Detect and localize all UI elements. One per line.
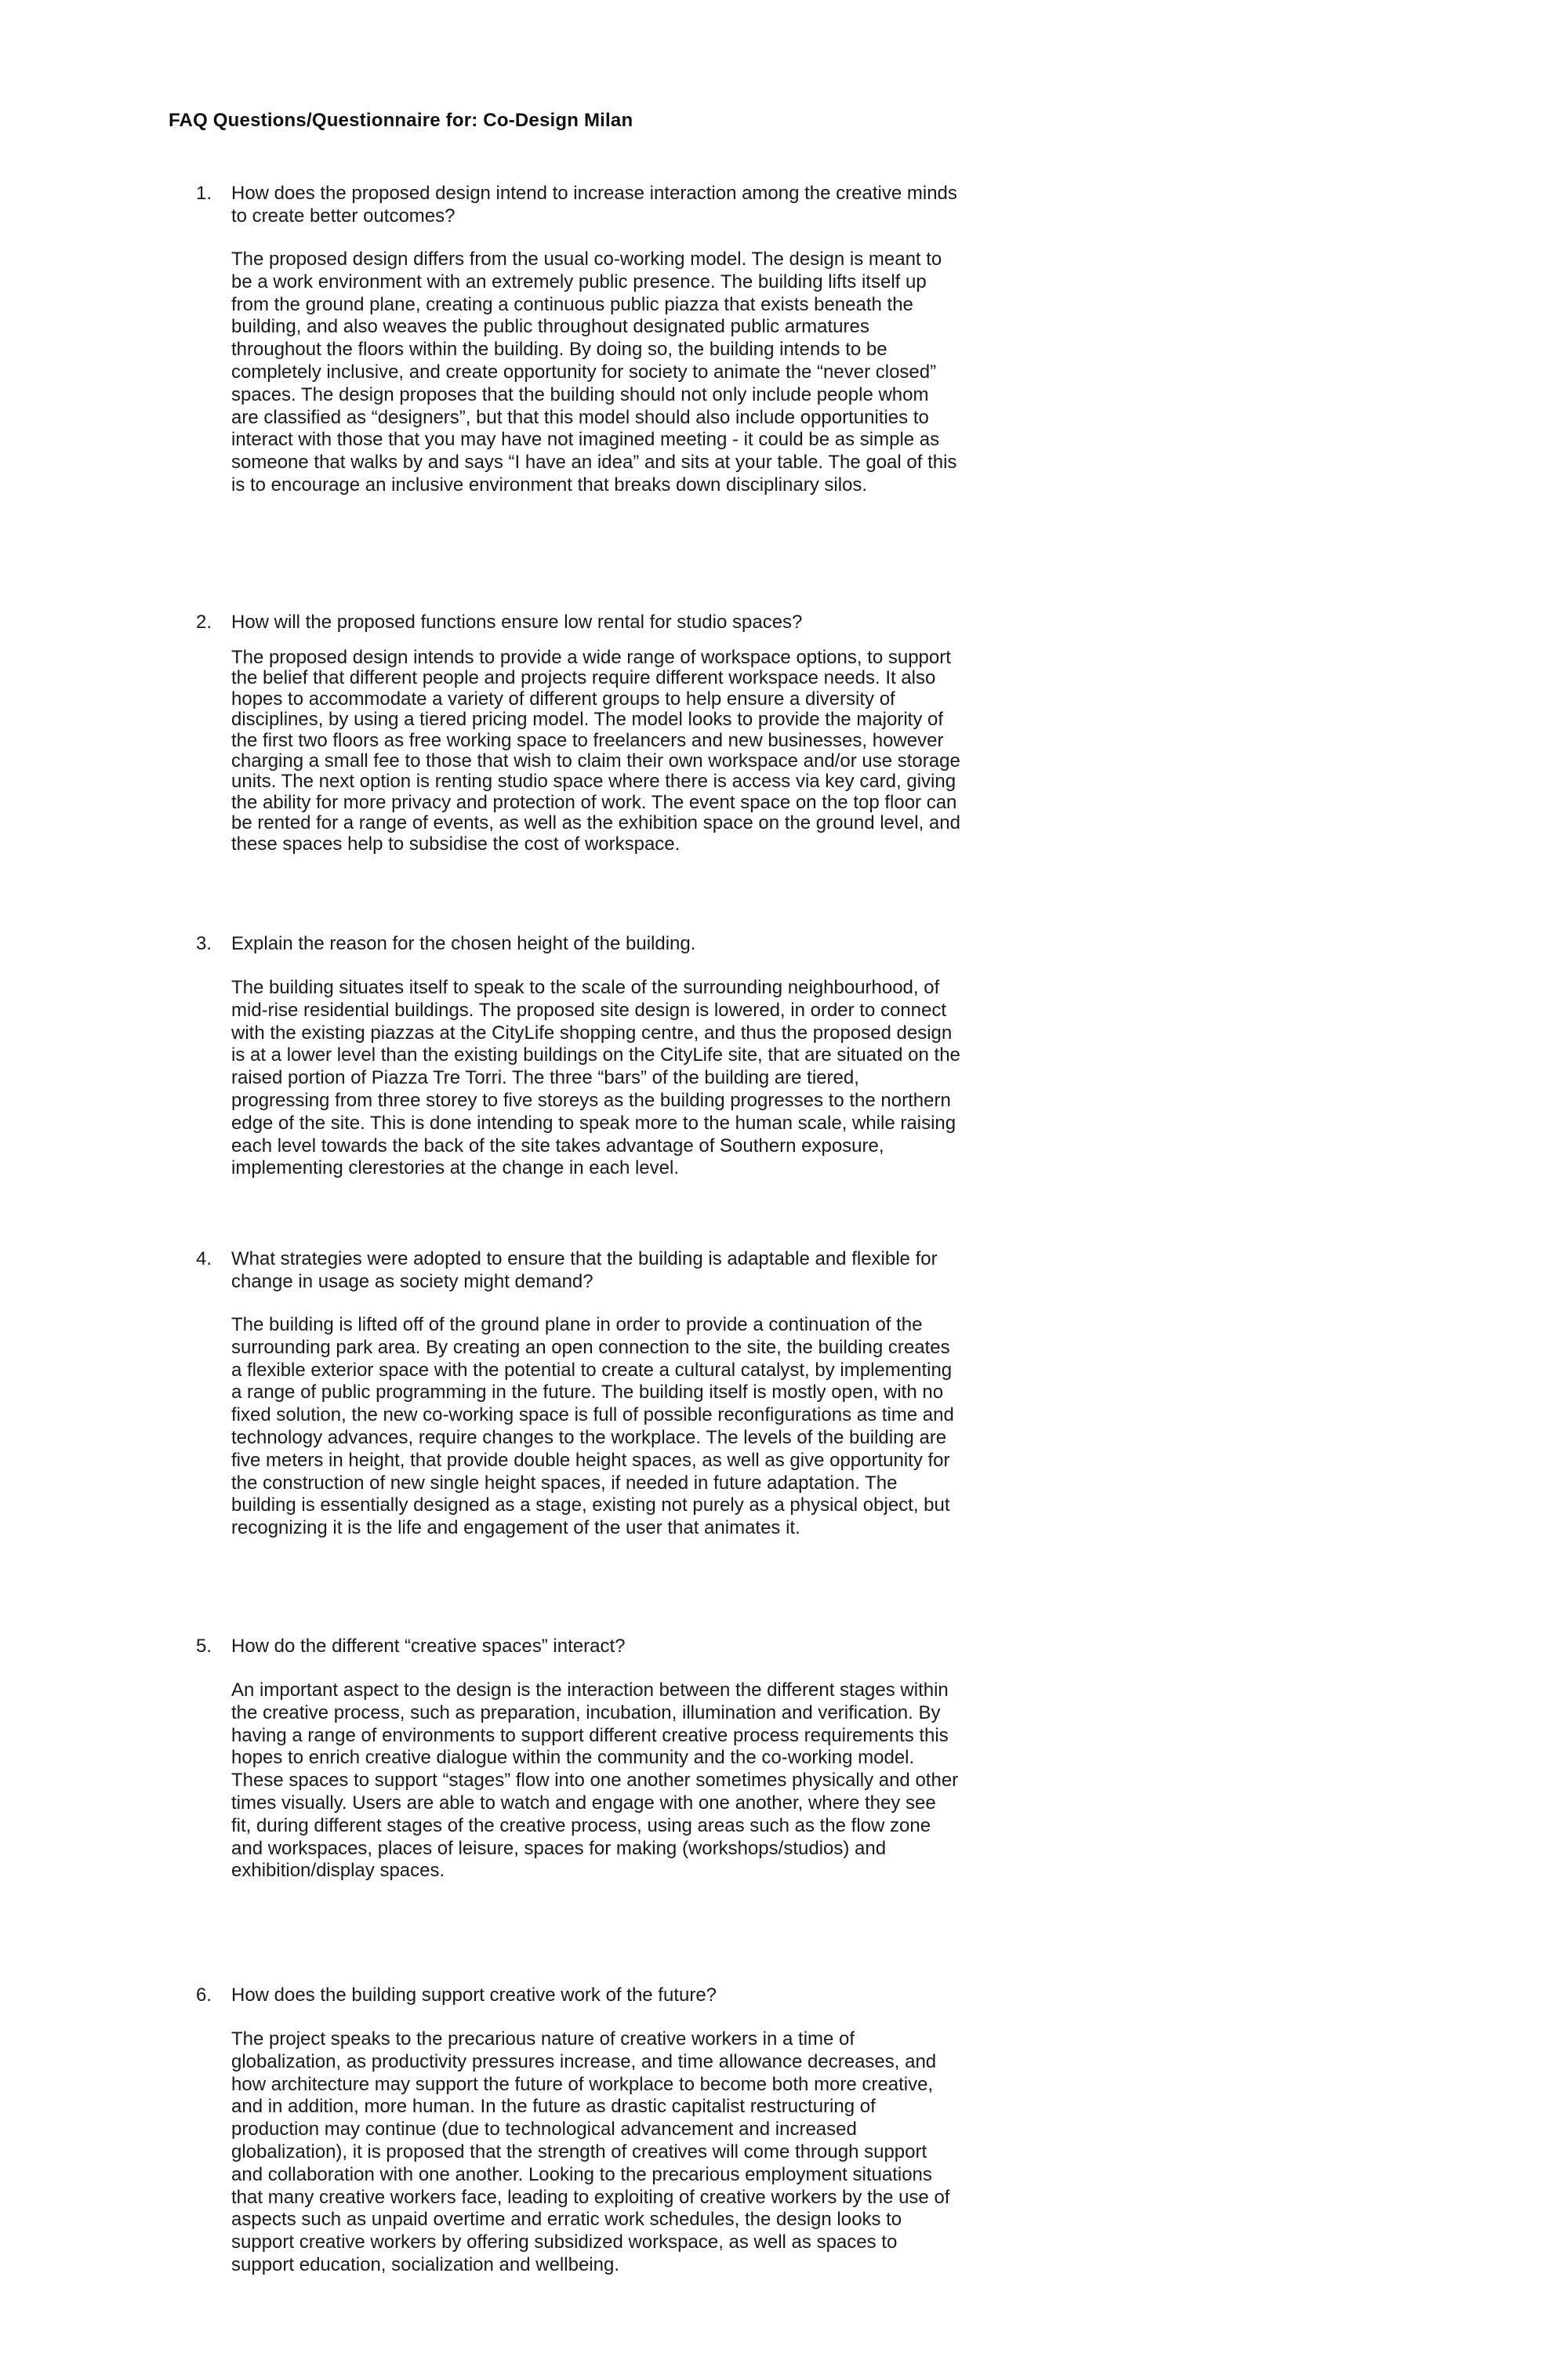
answer-text: An important aspect to the design is the interaction between the different stages within the creative process, such as preparation, incubation, illumination and verification. By having a range of environments to support different creative process requirements this hopes to enrich creative dialogue within the community and the co-working model. These spaces to support “stages” flow into one another sometimes physically and other times visually. Users are able to watch and engage with one another, where they see fit, during different stages of the creative process, using areas such as the flow zone and workspaces, places of leisure, spaces for making (workshops/studios) and exhibition/display spaces. xyxy=(231,1679,959,1882)
answer-text: The proposed design differs from the usual co-working model. The design is meant to be a work environment with an extremely public presence. The building lifts itself up from the ground plane, creating a continuous public piazza that exists beneath the building, and also weaves the public throughout designated public armatures throughout the floors within the building. By doing so, the building intends to be completely inclusive, and create opportunity for society to animate the “never closed” spaces. The design proposes that the building should not only include people whom are classified as “designers”, but that this model should also include opportunities to interact with those that you may have not imagined meeting - it could be as simple as someone that walks by and says “I have an idea” and sits at your table. The goal of this is to encourage an inclusive environment that breaks down disciplinary silos. xyxy=(231,249,957,496)
answer-text: The building is lifted off of the ground plane in order to provide a continuation of the surrounding park area. By creating an open connection to the site, the building creates a flexible exterior space with the potential to create a cultural catalyst, by implementing a range of public programming in the future. The building itself is mostly open, with no fixed solution, the new co-working space is full of possible reconfigurations as time and technology advances, require changes to the workplace. The levels of the building are five meters in height, that provide double height spaces, as well as give opportunity for the construction of new single height spaces, if needed in future adaptation. The building is essentially designed as a stage, existing not purely as a physical object, but recognizing it is the life and engagement of the user that animates it. xyxy=(231,1314,954,1539)
question-number: 2. xyxy=(196,612,212,633)
question-text: What strategies were adopted to ensure that the building is adaptable and flexible for change in usage as society might demand? xyxy=(231,1248,938,1292)
question-text: How does the building support creative work of the future? xyxy=(231,1984,717,2006)
question-text: How will the proposed functions ensure low rental for studio spaces? xyxy=(231,612,803,633)
answer-text: The proposed design intends to provide a wide range of workspace options, to support the belief that different people and projects require different workspace needs. It also hopes to accommodate a variety of different groups to help ensure a diversity of disciplines, by using a tiered pricing model. The model looks to provide the majority of the first two floors as free working space to freelancers and new businesses, however charging a small fee to those that wish to claim their own workspace and/or use storage units. The next option is renting studio space where there is access via key card, giving the ability for more privacy and protection of work. The event space on the top floor can be rented for a range of events, as well as the exhibition space on the ground level, and these spaces help to subsidise the cost of workspace. xyxy=(231,647,960,855)
answer-text: The building situates itself to speak to the scale of the surrounding neighbourhood, of mid-rise residential buildings. The proposed site design is lowered, in order to connect with the existing piazzas at the CityLife shopping centre, and thus the proposed design is at a lower level than the existing buildings on the CityLife site, that are situated on the raised portion of Piazza Tre Torri. The three “bars” of the building are tiered, progressing from three storey to five storeys as the building progresses to the northern edge of the site. This is done intending to speak more to the human scale, while raising each level towards the back of the site takes advantage of Southern exposure, implementing clerestories at the change in each level. xyxy=(231,977,960,1179)
answer-text: The project speaks to the precarious nature of creative workers in a time of globalization, as productivity pressures increase, and time allowance decreases, and how architecture may support the future of workplace to become both more creative, and in addition, more human. In the future as drastic capitalist restructuring of production may continue (due to technological advancement and increased globalization), it is proposed that the strength of creatives will come through support and collaboration with one another. Looking to the precarious employment situations that many creative workers face, leading to exploiting of creative workers by the use of aspects such as unpaid overtime and erratic work schedules, the design looks to support creative workers by offering subsidized workspace, as well as spaces to support education, socialization and wellbeing. xyxy=(231,2028,950,2275)
question-text: How does the proposed design intend to increase interaction among the creative minds to create better outcomes? xyxy=(231,183,957,227)
question-number: 1. xyxy=(196,183,212,204)
document-title: FAQ Questions/Questionnaire for: Co-Design Milan xyxy=(169,110,633,131)
question-number: 6. xyxy=(196,1984,212,2006)
question-number: 3. xyxy=(196,933,212,954)
question-text: Explain the reason for the chosen height of the building. xyxy=(231,933,696,954)
question-text: How do the different “creative spaces” interact? xyxy=(231,1636,626,1657)
question-number: 5. xyxy=(196,1636,212,1657)
question-number: 4. xyxy=(196,1248,212,1269)
